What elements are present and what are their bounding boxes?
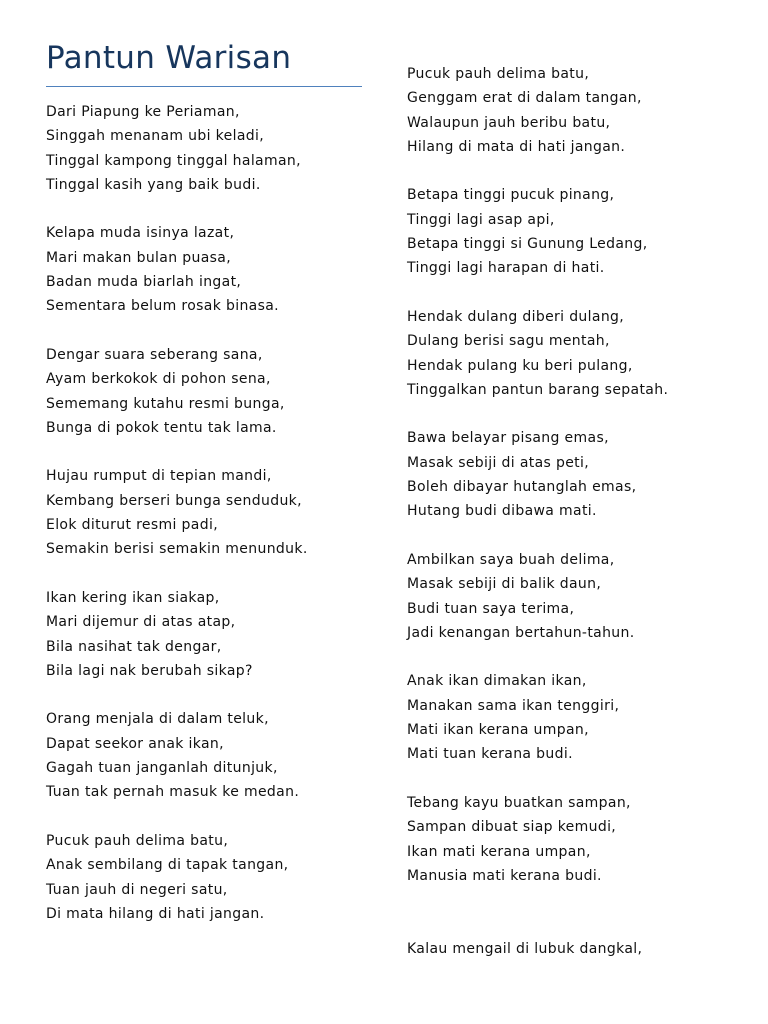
verse-line: Manakan sama ikan tenggiri,: [407, 697, 620, 714]
verse-line: Bawa belayar pisang emas,: [407, 430, 609, 447]
stanza: [407, 669, 737, 766]
verse-line: Hutang budi dibawa mati.: [407, 503, 597, 520]
stanza: [46, 343, 376, 440]
verse-line: Sampan dibuat siap kemudi,: [407, 819, 617, 836]
verse-line: Bunga di pokok tentu tak lama.: [46, 419, 277, 436]
stanza: [46, 221, 376, 318]
verse-line: Bila lagi nak berubah sikap?: [46, 662, 253, 679]
verse-line: Mari dijemur di atas atap,: [46, 614, 236, 631]
verse-line: Betapa tinggi si Gunung Ledang,: [407, 236, 648, 253]
verse-line: Kelapa muda isinya lazat,: [46, 225, 235, 242]
verse-line: Masak sebiji di atas peti,: [407, 454, 590, 471]
verse-line: Betapa tinggi pucuk pinang,: [407, 187, 615, 204]
verse-line: Dulang berisi sagu mentah,: [407, 333, 610, 350]
verse-line: Tinggal kampong tinggal halaman,: [46, 152, 301, 169]
verse-line: Hendak pulang ku beri pulang,: [407, 357, 633, 374]
verse-line: Tebang kayu buatkan sampan,: [407, 794, 631, 811]
verse-line: Tinggal kasih yang baik budi.: [46, 176, 261, 193]
verse-line: Hujau rumput di tepian mandi,: [46, 468, 272, 485]
verse-line: Ikan mati kerana umpan,: [407, 843, 591, 860]
stanza: [46, 707, 376, 804]
stanza: [407, 937, 737, 961]
verse-line: Gagah tuan janganlah ditunjuk,: [46, 760, 278, 777]
verse-line: Mati ikan kerana umpan,: [407, 722, 589, 739]
stanza: [46, 586, 376, 683]
verse-line: Dapat seekor anak ikan,: [46, 735, 224, 752]
verse-line: Pucuk pauh delima batu,: [46, 832, 229, 849]
verse-line: Semakin berisi semakin menunduk.: [46, 541, 308, 558]
verse-line: Tinggi lagi harapan di hati.: [407, 260, 605, 277]
right-column: [407, 62, 737, 985]
stanza: [46, 100, 376, 197]
verse-line: Tinggi lagi asap api,: [407, 211, 555, 228]
verse-line: Walaupun jauh beribu batu,: [407, 114, 611, 131]
stanza: [407, 183, 737, 280]
verse-line: Anak ikan dimakan ikan,: [407, 673, 587, 690]
verse-line: Ayam berkokok di pohon sena,: [46, 371, 271, 388]
verse-line: Boleh dibayar hutanglah emas,: [407, 479, 637, 496]
page-title: Pantun Warisan: [46, 40, 292, 76]
verse-line: Dengar suara seberang sana,: [46, 346, 263, 363]
stanza: [407, 305, 737, 402]
verse-line: Manusia mati kerana budi.: [407, 867, 602, 884]
verse-line: Badan muda biarlah ingat,: [46, 274, 242, 291]
verse-line: Masak sebiji di balik daun,: [407, 576, 602, 593]
stanza: [407, 62, 737, 159]
stanza: [407, 548, 737, 645]
verse-line: Kalau mengail di lubuk dangkal,: [407, 940, 643, 957]
verse-line: Hendak dulang diberi dulang,: [407, 308, 625, 325]
verse-line: Hilang di mata di hati jangan.: [407, 138, 626, 155]
verse-line: Tuan jauh di negeri satu,: [46, 881, 228, 898]
verse-line: Mari makan bulan puasa,: [46, 249, 231, 266]
verse-line: Anak sembilang di tapak tangan,: [46, 857, 289, 874]
title-underline: [46, 86, 362, 87]
verse-line: Jadi kenangan bertahun-tahun.: [407, 624, 635, 641]
verse-line: Sememang kutahu resmi bunga,: [46, 395, 285, 412]
verse-line: Budi tuan saya terima,: [407, 600, 575, 617]
left-column: [46, 100, 376, 950]
verse-line: Di mata hilang di hati jangan.: [46, 905, 265, 922]
verse-line: Bila nasihat tak dengar,: [46, 638, 222, 655]
stanza: [407, 426, 737, 523]
verse-line: Pucuk pauh delima batu,: [407, 66, 590, 82]
verse-line: Ikan kering ikan siakap,: [46, 589, 220, 606]
verse-line: Singgah menanam ubi keladi,: [46, 128, 265, 145]
verse-line: Kembang berseri bunga senduduk,: [46, 492, 302, 509]
verse-line: Dari Piapung ke Periaman,: [46, 104, 240, 120]
stanza: [46, 464, 376, 561]
verse-line: Tuan tak pernah masuk ke medan.: [46, 784, 300, 801]
verse-line: Orang menjala di dalam teluk,: [46, 711, 269, 728]
verse-line: Genggam erat di dalam tangan,: [407, 90, 642, 107]
verse-line: Sementara belum rosak binasa.: [46, 298, 279, 315]
verse-line: Tinggalkan pantun barang sepatah.: [407, 381, 669, 398]
verse-line: Mati tuan kerana budi.: [407, 746, 573, 763]
stanza: [46, 829, 376, 926]
verse-line: Elok diturut resmi padi,: [46, 517, 218, 534]
stanza: [407, 791, 737, 888]
verse-line: Ambilkan saya buah delima,: [407, 551, 615, 568]
